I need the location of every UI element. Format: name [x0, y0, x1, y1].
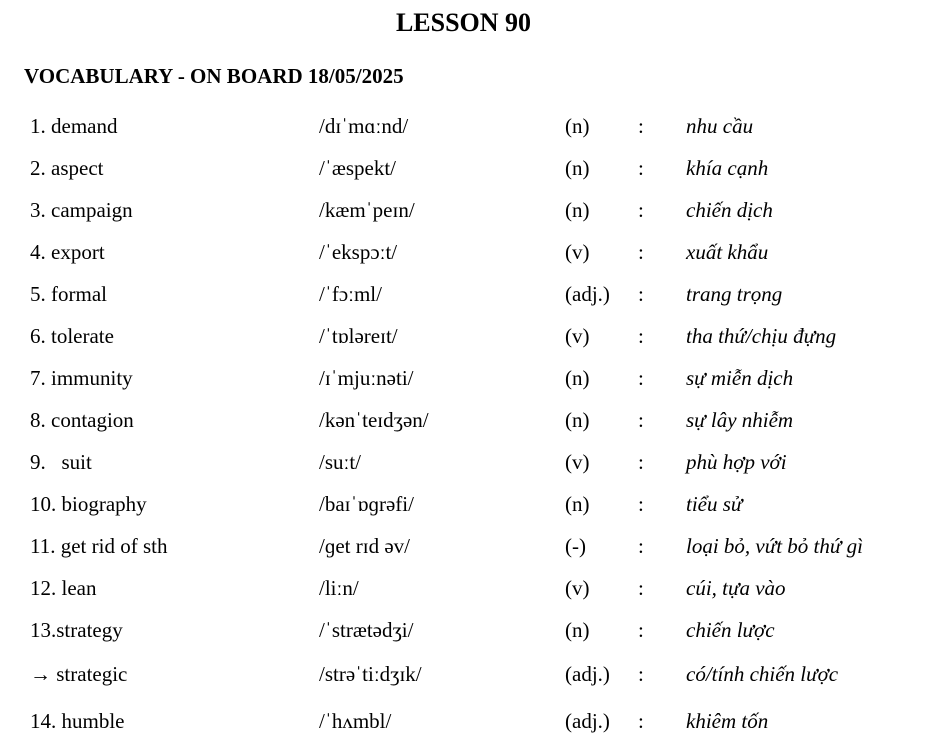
page-title: LESSON 90	[395, 8, 532, 37]
vocab-part-of-speech: (n)	[565, 366, 590, 390]
vocab-meaning: xuất khẩu	[686, 240, 769, 264]
vocab-pronunciation: /ˈtɒləreɪt/	[319, 324, 398, 348]
vocab-pronunciation: /kæmˈpeɪn/	[319, 198, 415, 222]
vocab-meaning: tha thứ/chịu đựng	[686, 324, 837, 348]
vocab-meaning: tiểu sử	[686, 492, 743, 516]
section-heading: VOCABULARY - ON BOARD 18/05/2025	[24, 64, 404, 88]
vocab-pronunciation: /ˈæspekt/	[319, 156, 396, 180]
vocab-meaning: khía cạnh	[686, 156, 769, 180]
vocab-part-of-speech: (n)	[565, 114, 590, 138]
vocab-meaning: khiêm tốn	[686, 709, 769, 733]
vocab-word: → strategic	[30, 662, 128, 686]
vocab-meaning: trang trọng	[686, 282, 783, 306]
vocab-row	[0, 357, 927, 399]
vocab-meaning: chiến lược	[686, 618, 775, 642]
vocab-row	[0, 609, 927, 651]
vocab-meaning: có/tính chiến lược	[686, 662, 839, 686]
vocab-row	[0, 399, 927, 441]
vocab-row	[0, 147, 927, 189]
vocab-row	[0, 441, 927, 483]
vocab-pronunciation: /ˈstrætədʒi/	[319, 618, 414, 642]
vocab-pronunciation: /dɪˈmɑːnd/	[319, 114, 409, 138]
vocab-part-of-speech: (adj.)	[565, 709, 610, 733]
vocab-part-of-speech: (n)	[565, 492, 590, 516]
vocab-separator: :	[638, 662, 644, 686]
vocab-row	[0, 525, 927, 567]
vocab-word: 5. formal	[30, 282, 107, 306]
vocab-separator: :	[638, 534, 644, 558]
vocab-pronunciation: /suːt/	[319, 450, 362, 474]
vocab-word: 13.strategy	[30, 618, 123, 642]
vocab-word: 14. humble	[30, 709, 125, 733]
vocab-row	[0, 483, 927, 525]
vocab-separator: :	[638, 282, 644, 306]
vocab-part-of-speech: (adj.)	[565, 282, 610, 306]
vocab-word: 11. get rid of sth	[30, 534, 168, 558]
vocab-meaning: sự lây nhiễm	[686, 408, 794, 432]
vocab-meaning: chiến dịch	[686, 198, 773, 222]
vocab-pronunciation: /ɪˈmjuːnəti/	[319, 366, 414, 390]
vocab-word: 1. demand	[30, 114, 118, 138]
vocab-part-of-speech: (n)	[565, 408, 590, 432]
vocab-separator: :	[638, 408, 644, 432]
vocab-pronunciation: /kənˈteɪdʒən/	[319, 408, 429, 432]
vocab-part-of-speech: (adj.)	[565, 662, 610, 686]
vocab-row	[0, 273, 927, 315]
vocabulary-list	[0, 105, 927, 744]
vocab-part-of-speech: (n)	[565, 618, 590, 642]
vocab-word: 6. tolerate	[30, 324, 114, 348]
vocab-word: 9. suit	[30, 450, 92, 474]
vocab-separator: :	[638, 618, 644, 642]
vocab-row	[0, 231, 927, 273]
vocab-row	[0, 315, 927, 357]
vocab-part-of-speech: (v)	[565, 324, 590, 348]
vocab-pronunciation: /liːn/	[319, 576, 359, 600]
vocab-word: 12. lean	[30, 576, 97, 600]
vocab-row	[0, 698, 927, 744]
vocab-separator: :	[638, 576, 644, 600]
vocab-meaning: sự miễn dịch	[686, 366, 794, 390]
vocab-pronunciation: /baɪˈɒɡrəfi/	[319, 492, 414, 516]
vocab-pronunciation: /ˈfɔːml/	[319, 282, 382, 306]
vocab-word: 10. biography	[30, 492, 147, 516]
vocab-part-of-speech: (n)	[565, 198, 590, 222]
vocab-separator: :	[638, 709, 644, 733]
vocab-separator: :	[638, 492, 644, 516]
vocab-part-of-speech: (v)	[565, 240, 590, 264]
vocab-separator: :	[638, 240, 644, 264]
vocab-part-of-speech: (v)	[565, 450, 590, 474]
vocab-word: 8. contagion	[30, 408, 134, 432]
vocab-word: 4. export	[30, 240, 105, 264]
vocab-part-of-speech: (-)	[565, 534, 586, 558]
vocab-word: 2. aspect	[30, 156, 104, 180]
vocab-meaning: phù hợp với	[686, 450, 787, 474]
vocab-separator: :	[638, 156, 644, 180]
vocab-part-of-speech: (v)	[565, 576, 590, 600]
vocab-separator: :	[638, 366, 644, 390]
vocab-pronunciation: /ˈekspɔːt/	[319, 240, 398, 264]
vocab-separator: :	[638, 324, 644, 348]
vocab-pronunciation: /strəˈtiːdʒɪk/	[319, 662, 422, 686]
vocab-row	[0, 567, 927, 609]
vocab-part-of-speech: (n)	[565, 156, 590, 180]
vocab-word: 3. campaign	[30, 198, 133, 222]
vocab-row	[0, 189, 927, 231]
vocab-meaning: nhu cầu	[686, 114, 754, 138]
vocab-separator: :	[638, 450, 644, 474]
vocab-pronunciation: /ˈhʌmbl/	[319, 709, 392, 733]
vocab-meaning: loại bỏ, vứt bỏ thứ gì	[686, 534, 863, 558]
vocab-row	[0, 105, 927, 147]
vocab-word: 7. immunity	[30, 366, 133, 390]
vocab-row	[0, 651, 927, 698]
vocab-separator: :	[638, 198, 644, 222]
vocab-pronunciation: /ɡet rɪd əv/	[319, 534, 410, 558]
vocab-separator: :	[638, 114, 644, 138]
vocab-meaning: cúi, tựa vào	[686, 576, 786, 600]
